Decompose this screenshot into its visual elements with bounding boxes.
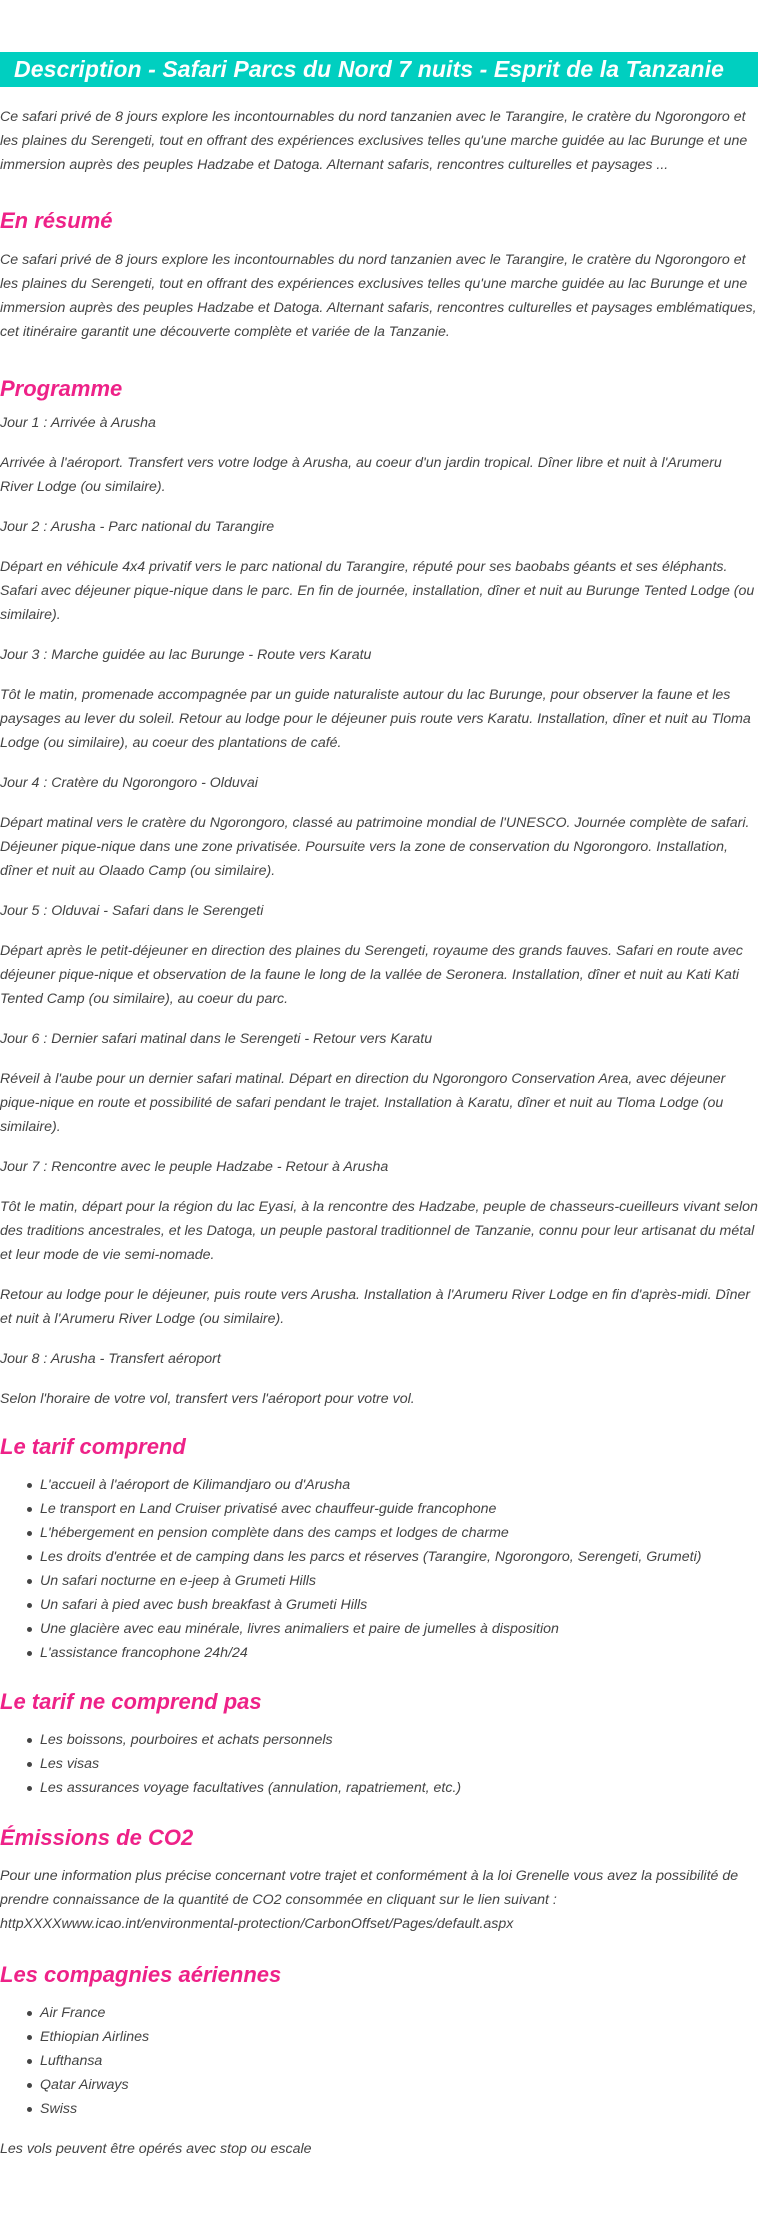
- day-1: [0, 411, 758, 499]
- airlines-list: [0, 2001, 758, 2121]
- day-title: Jour 5 : Olduvai - Safari dans le Serengeti: [0, 903, 264, 919]
- list-item: Les visas: [40, 1752, 758, 1776]
- day-2: [0, 515, 758, 627]
- summary-text: Ce safari privé de 8 jours explore les incontournables du nord tanzanien avec le Tarangire, le cratère du Ngorongoro et les plaines du Serengeti, tout en offrant des expériences exclusives telles qu'une marche guidée au lac Burunge et une immersion auprès des peuples Hadzabe et Datoga. Alternant safaris, rencontres culturelles et paysages emblématiques, cet itinéraire garantit une découverte complète et variée de la Tanzanie.: [0, 252, 757, 340]
- day-text: Réveil à l'aube pour un dernier safari matinal. Départ en direction du Ngorongoro Conservation Area, avec déjeuner pique-nique en route et possibilité de safari pendant le trajet. Installation à Karatu, dîner et nuit au Tloma Lodge (ou similaire).: [0, 1071, 726, 1135]
- list-item: L'hébergement en pension complète dans des camps et lodges de charme: [40, 1521, 758, 1545]
- day-3: [0, 643, 758, 755]
- intro-text: Ce safari privé de 8 jours explore les incontournables du nord tanzanien avec le Tarangire, le cratère du Ngorongoro et les plaines du Serengeti, tout en offrant des expériences exclusives telles qu'une marche guidée au lac Burunge et une immersion auprès des peuples Hadzabe et Datoga. Alternant safaris, rencontres culturelles et paysages ...: [0, 109, 748, 173]
- co2-text: Pour une information plus précise concernant votre trajet et conformément à la loi Grenelle vous avez la possibilité de prendre connaissance de la quantité de CO2 consommée en cliquant sur le lien suivant : httpXXXXwww.icao.int/environmental-protection/CarbonOffset/Pages/default.aspx: [0, 1868, 739, 1932]
- day-text: Arrivée à l'aéroport. Transfert vers votre lodge à Arusha, au coeur d'un jardin tropical. Dîner libre et nuit à l'Arumeru River Lodge (ou similaire).: [0, 455, 722, 495]
- list-item: Un safari à pied avec bush breakfast à Grumeti Hills: [40, 1593, 758, 1617]
- page-title: Description - Safari Parcs du Nord 7 nuits - Esprit de la Tanzanie: [14, 56, 724, 82]
- day-8: [0, 1347, 758, 1411]
- list-item: Le transport en Land Cruiser privatisé avec chauffeur-guide francophone: [40, 1497, 758, 1521]
- list-item: Les droits d'entrée et de camping dans les parcs et réserves (Tarangire, Ngorongoro, Serengeti, Grumeti): [40, 1545, 758, 1569]
- airlines-footer: Les vols peuvent être opérés avec stop ou escale: [0, 2141, 312, 2157]
- summary-heading: En résumé: [0, 208, 113, 233]
- day-text: Départ matinal vers le cratère du Ngorongoro, classé au patrimoine mondial de l'UNESCO. Journée complète de safari. Déjeuner pique-nique dans une zone privatisée. Poursuite vers la zone de conservation du Ngorongoro. Installation, dîner et nuit au Olaado Camp (ou similaire).: [0, 815, 750, 879]
- day-title: Jour 8 : Arusha - Transfert aéroport: [0, 1351, 221, 1367]
- not-included-list: [0, 1728, 758, 1800]
- list-item: Ethiopian Airlines: [40, 2025, 758, 2049]
- list-item: Les assurances voyage facultatives (annulation, rapatriement, etc.): [40, 1776, 758, 1800]
- included-heading: Le tarif comprend: [0, 1434, 186, 1459]
- list-item: Une glacière avec eau minérale, livres animaliers et paire de jumelles à disposition: [40, 1617, 758, 1641]
- day-title: Jour 6 : Dernier safari matinal dans le Serengeti - Retour vers Karatu: [0, 1031, 433, 1047]
- day-4: [0, 771, 758, 883]
- not-included-heading: Le tarif ne comprend pas: [0, 1689, 262, 1714]
- airlines-heading: Les compagnies aériennes: [0, 1962, 282, 1987]
- day-7: [0, 1155, 758, 1331]
- list-item: L'assistance francophone 24h/24: [40, 1641, 758, 1665]
- day-title: Jour 4 : Cratère du Ngorongoro - Olduvai: [0, 775, 258, 791]
- title-band: [0, 52, 758, 87]
- list-item: Lufthansa: [40, 2049, 758, 2073]
- included-list: [0, 1473, 758, 1665]
- day-title: Jour 2 : Arusha - Parc national du Tarangire: [0, 519, 275, 535]
- list-item: L'accueil à l'aéroport de Kilimandjaro ou d'Arusha: [40, 1473, 758, 1497]
- day-text: Départ en véhicule 4x4 privatif vers le parc national du Tarangire, réputé pour ses baobabs géants et ses éléphants. Safari avec déjeuner pique-nique dans le parc. En fin de journée, installation, dîner et nuit au Burunge Tented Lodge (ou similaire).: [0, 559, 755, 623]
- day-title: Jour 3 : Marche guidée au lac Burunge - Route vers Karatu: [0, 647, 372, 663]
- day-title: Jour 7 : Rencontre avec le peuple Hadzabe - Retour à Arusha: [0, 1159, 389, 1175]
- day-text: Départ après le petit-déjeuner en direction des plaines du Serengeti, royaume des grands fauves. Safari en route avec déjeuner pique-nique et observation de la faune le long de la vallée de Seronera. Installation, dîner et nuit au Kati Kati Tented Camp (ou similaire), au coeur du parc.: [0, 943, 743, 1007]
- list-item: Qatar Airways: [40, 2073, 758, 2097]
- day-5: [0, 899, 758, 1011]
- programme-heading: Programme: [0, 376, 123, 401]
- day-text: Tôt le matin, départ pour la région du lac Eyasi, à la rencontre des Hadzabe, peuple de chasseurs-cueilleurs vivant selon des traditions ancestrales, et les Datoga, un peuple pastoral traditionnel de Tanzanie, connu pour leur artisanat du métal et leur mode de vie semi-nomade.: [0, 1199, 758, 1263]
- list-item: Les boissons, pourboires et achats personnels: [40, 1728, 758, 1752]
- day-6: [0, 1027, 758, 1139]
- day-text: Retour au lodge pour le déjeuner, puis route vers Arusha. Installation à l'Arumeru River Lodge en fin d'après-midi. Dîner et nuit à l'Arumeru River Lodge (ou similaire).: [0, 1287, 751, 1327]
- co2-heading: Émissions de CO2: [0, 1825, 194, 1850]
- list-item: Un safari nocturne en e-jeep à Grumeti Hills: [40, 1569, 758, 1593]
- list-item: Air France: [40, 2001, 758, 2025]
- day-text: Tôt le matin, promenade accompagnée par un guide naturaliste autour du lac Burunge, pour observer la faune et les paysages au lever du soleil. Retour au lodge pour le déjeuner puis route vers Karatu. Installation, dîner et nuit au Tloma Lodge (ou similaire), au coeur des plantations de café.: [0, 687, 751, 751]
- day-title: Jour 1 : Arrivée à Arusha: [0, 415, 156, 431]
- day-text: Selon l'horaire de votre vol, transfert vers l'aéroport pour votre vol.: [0, 1391, 415, 1407]
- list-item: Swiss: [40, 2097, 758, 2121]
